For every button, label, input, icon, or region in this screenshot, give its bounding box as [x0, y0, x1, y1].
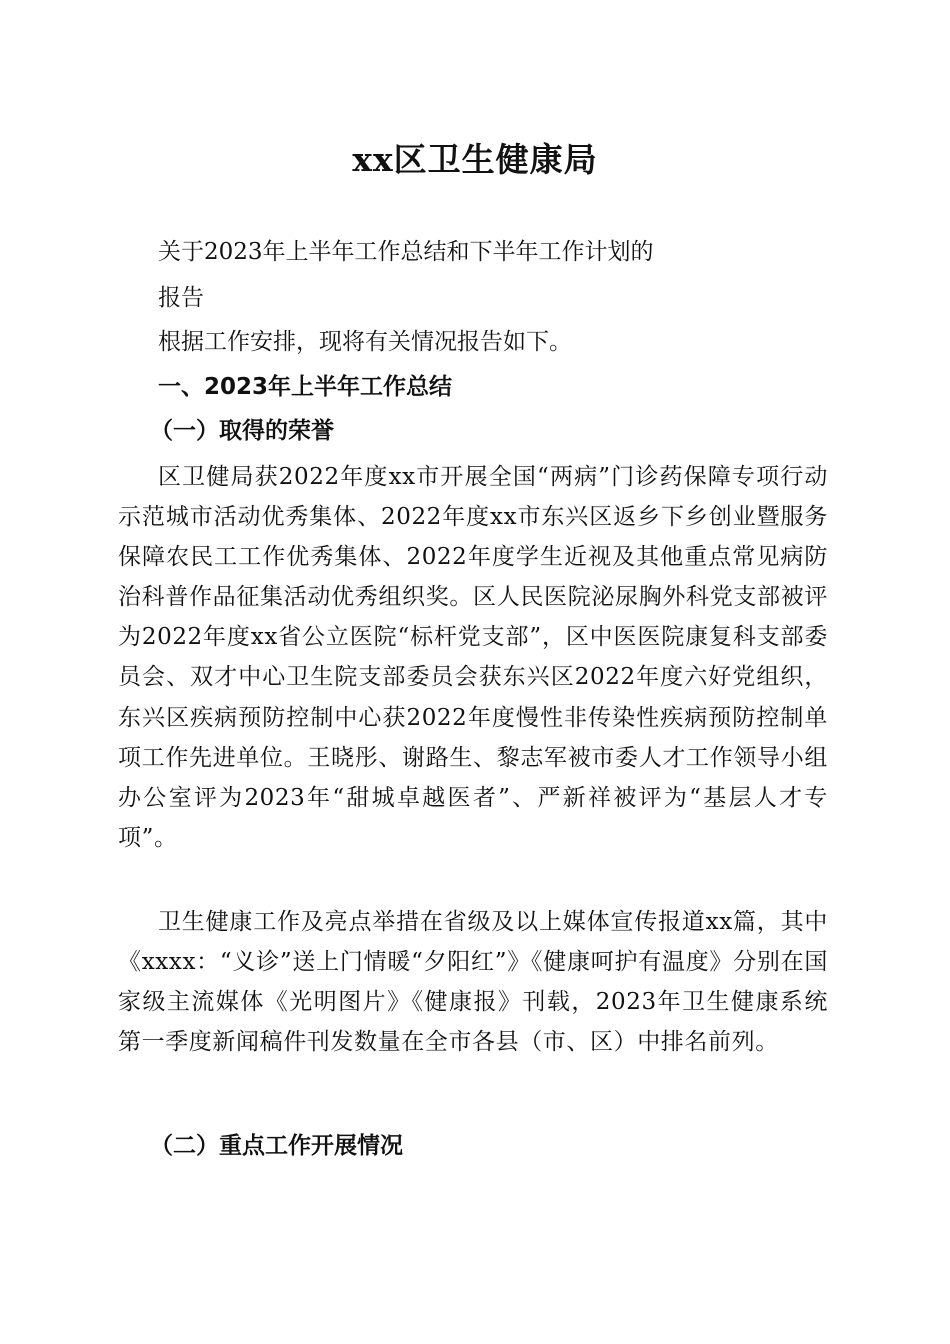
report-subtitle-line-1: 关于2023年上半年工作总结和下半年工作计划的 — [158, 239, 654, 265]
paragraph-honors: 区卫健局获2022年度xx市开展全国“两病”门诊药保障专项行动示范城市活动优秀集体、2022年度xx市东兴区返乡下乡创业暨服务保障农民工工作优秀集体、2022年度学生近视及其他重点常见病防治科普作品征集活动优秀组织奖。区人民医院泌尿胸外科党支部被评为2022年度xx省公立医院“标杆党支部”，区中医医院康复科支部委员会、双才中心卫生院支部委员会获东兴区2022年度六好党组织，东兴区疾病预防控制中心获2022年度慢性非传染性疾病预防控制单项工作先进单位。王晓彤、谢路生、黎志军被市委人才工作领导小组办公室评为2023年“甜城卓越医者”、严新祥被评为“基层人才专项”。 — [118, 464, 828, 851]
subsection-heading-honors: （一）取得的荣誉 — [150, 417, 334, 444]
section-heading-1: 一、2023年上半年工作总结 — [158, 374, 453, 400]
paragraph-media: 卫生健康工作及亮点举措在省级及以上媒体宣传报道xx篇，其中《xxxx：“义诊”送上门情暖“夕阳红”》《健康呵护有温度》分别在国家级主流媒体《光明图片》《健康报》刊载，2023年卫生健康系统第一季度新闻稿件刊发数量在全市各县（市、区）中排名前列。 — [118, 909, 828, 1056]
document-title: xx区卫生健康局 — [352, 140, 598, 179]
intro-text: 根据工作安排，现将有关情况报告如下。 — [158, 329, 572, 355]
subsection-heading-key-work: （二）重点工作开展情况 — [150, 1132, 403, 1159]
report-subtitle-line-2: 报告 — [158, 285, 204, 311]
